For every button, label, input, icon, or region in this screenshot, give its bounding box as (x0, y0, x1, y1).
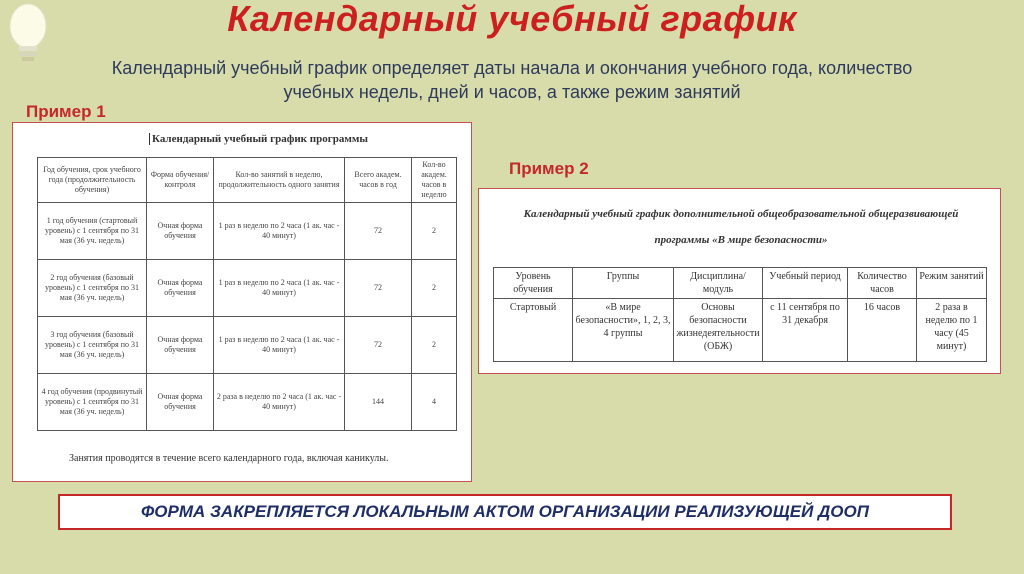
column-header: Группы (573, 268, 674, 299)
cell-hours-year: 144 (345, 374, 412, 431)
example-2-heading-line-2: программы «В мире безопасности» (654, 234, 828, 246)
page-title: Календарный учебный график (227, 0, 797, 39)
cell-discipline: Основы безопасности жизнедеятельности (ОБЖ) (674, 299, 763, 362)
column-header: Год обучения, срок учебного года (продолжительность обучения) (38, 158, 147, 203)
example-2-heading (501, 201, 981, 253)
conclusion-banner: ФОРМА ЗАКРЕПЛЯЕТСЯ ЛОКАЛЬНЫМ АКТОМ ОРГАНИЗАЦИИ РЕАЛИЗУЮЩЕЙ ДООП (58, 494, 952, 530)
cell-period: 3 год обучения (базовый уровень) с 1 сентября по 31 мая (36 уч. недель) (38, 317, 147, 374)
cell-period: 1 год обучения (стартовый уровень) с 1 сентября по 31 мая (36 уч. недель) (38, 203, 147, 260)
example-1-table (37, 157, 457, 431)
cell-form: Очная форма обучения (147, 203, 214, 260)
cell-hours-week: 2 (412, 203, 457, 260)
cell-hours-week: 2 (412, 260, 457, 317)
example-2-heading-line-1: Календарный учебный график дополнительной общеобразовательной общеразвивающей (523, 208, 959, 220)
cell-period: с 11 сентября по 31 декабря (763, 299, 848, 362)
example-2-card (478, 188, 1001, 374)
cell-hours-week: 2 (412, 317, 457, 374)
column-header: Режим занятий (917, 268, 987, 299)
cell-period: 4 год обучения (продвинутый уровень) с 1 сентября по 31 мая (36 уч. недель) (38, 374, 147, 431)
cell-classes: 1 раз в неделю по 2 часа (1 ак. час - 40 минут) (214, 260, 345, 317)
cell-hours-year: 72 (345, 260, 412, 317)
column-header: Учебный период (763, 268, 848, 299)
cell-form: Очная форма обучения (147, 317, 214, 374)
column-header: Форма обучения/ контроля (147, 158, 214, 203)
column-header: Кол-во академ. часов в неделю (412, 158, 457, 203)
table-header-row (38, 158, 457, 203)
cell-classes: 2 раза в неделю по 2 часа (1 ак. час - 40 минут) (214, 374, 345, 431)
cell-classes: 1 раз в неделю по 2 часа (1 ак. час - 40 минут) (214, 317, 345, 374)
cell-classes: 1 раз в неделю по 2 часа (1 ак. час - 40 минут) (214, 203, 345, 260)
cell-hours-year: 72 (345, 317, 412, 374)
cell-level: Стартовый (494, 299, 573, 362)
example-2-label: Пример 2 (509, 159, 589, 178)
table-row (494, 299, 987, 362)
cell-groups: «В мире безопасности», 1, 2, 3, 4 группы (573, 299, 674, 362)
column-header: Всего академ. часов в год (345, 158, 412, 203)
table-row (38, 317, 457, 374)
subtitle-line-2: учебных недель, дней и часов, а также режим занятий (283, 82, 741, 102)
table-row (38, 374, 457, 431)
cell-period: 2 год обучения (базовый уровень) с 1 сентября по 31 мая (36 уч. недель) (38, 260, 147, 317)
column-header: Количество часов (848, 268, 917, 299)
page-subtitle (40, 56, 984, 104)
example-1-footer: Занятия проводятся в течение всего календарного года, включая каникулы. (69, 453, 389, 464)
cell-hours: 16 часов (848, 299, 917, 362)
example-2-table (493, 267, 987, 362)
subtitle-line-1: Календарный учебный график определяет даты начала и окончания учебного года, количество (111, 58, 913, 78)
example-1-heading: Календарный учебный график программы (149, 133, 368, 145)
column-header: Кол-во занятий в неделю, продолжительность одного занятия (214, 158, 345, 203)
cell-form: Очная форма обучения (147, 374, 214, 431)
cell-mode: 2 раза в неделю по 1 часу (45 минут) (917, 299, 987, 362)
table-row (38, 260, 457, 317)
column-header: Дисциплина/ модуль (674, 268, 763, 299)
table-row (38, 203, 457, 260)
cell-hours-week: 4 (412, 374, 457, 431)
cell-form: Очная форма обучения (147, 260, 214, 317)
table-header-row (494, 268, 987, 299)
cell-hours-year: 72 (345, 203, 412, 260)
example-1-label: Пример 1 (26, 102, 106, 121)
example-1-card (12, 122, 472, 482)
column-header: Уровень обучения (494, 268, 573, 299)
